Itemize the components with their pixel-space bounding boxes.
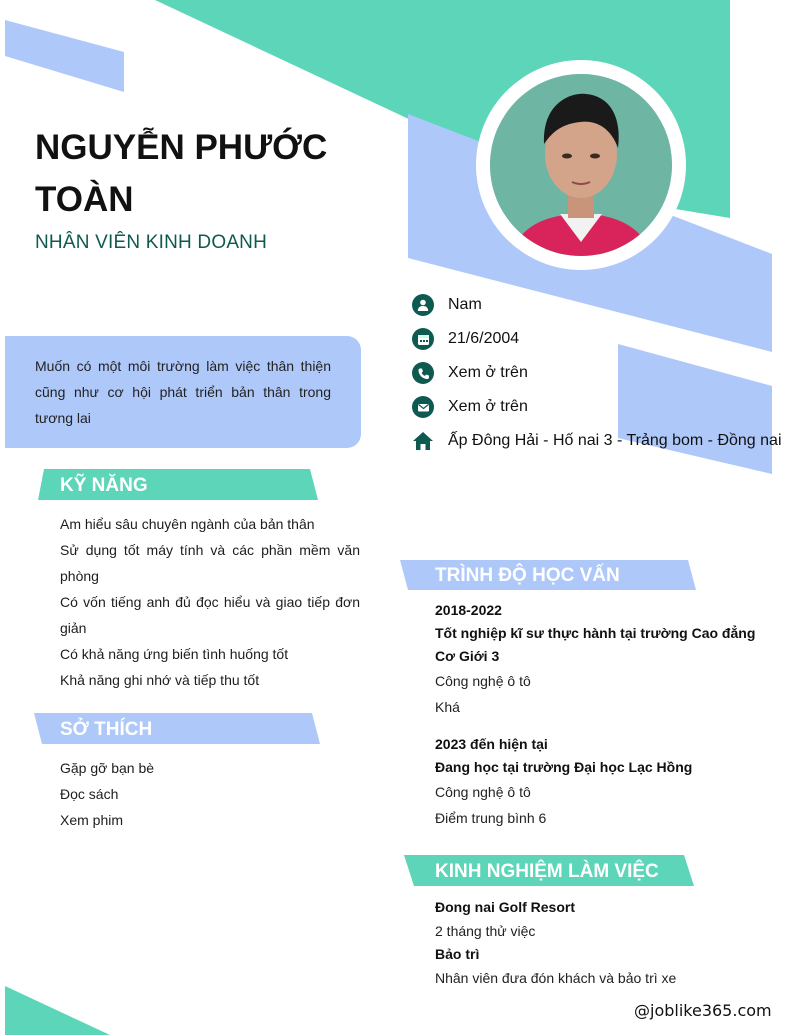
hobbies-list bbox=[60, 755, 360, 833]
education-school: Tốt nghiệp kĩ sư thực hành tại trường Cao đẳng Cơ Giới 3 bbox=[435, 625, 756, 664]
contact-info bbox=[412, 288, 797, 458]
contact-phone bbox=[412, 356, 797, 390]
gender-text: Nam bbox=[448, 296, 482, 313]
education-list bbox=[435, 599, 765, 831]
skill-item: Có vốn tiếng anh đủ đọc hiểu và giao tiếp đơn giản bbox=[60, 594, 360, 636]
education-grade: Khá bbox=[435, 699, 460, 715]
phone-icon bbox=[412, 362, 434, 384]
education-grade: Điểm trung bình 6 bbox=[435, 810, 547, 826]
contact-email bbox=[412, 390, 797, 424]
contact-gender bbox=[412, 288, 797, 322]
education-period: 2023 đến hiện tại bbox=[435, 736, 548, 752]
skill-item: Khả năng ghi nhớ và tiếp thu tốt bbox=[60, 672, 260, 688]
education-major: Công nghệ ô tô bbox=[435, 784, 531, 800]
hobby-item: Đọc sách bbox=[60, 786, 119, 802]
avatar-photo-icon bbox=[490, 74, 672, 256]
avatar bbox=[490, 74, 672, 256]
candidate-name-line1: NGUYỄN PHƯỚC bbox=[35, 128, 328, 167]
experience-position: Bảo trì bbox=[435, 946, 480, 962]
education-entry bbox=[435, 733, 765, 831]
candidate-name-line2: TOÀN bbox=[35, 180, 134, 219]
skills-section-title: KỸ NĂNG bbox=[60, 475, 148, 496]
email-icon bbox=[412, 396, 434, 418]
phone-text: Xem ở trên bbox=[448, 364, 528, 381]
birthday-text: 21/6/2004 bbox=[448, 330, 520, 347]
career-objective: Muốn có một môi trường làm việc thân thiện cũng như cơ hội phát triển bản thân trong tương lai bbox=[5, 336, 361, 448]
hobby-item: Gặp gỡ bạn bè bbox=[60, 760, 155, 776]
job-title: NHÂN VIÊN KINH DOANH bbox=[35, 232, 268, 253]
watermark: @joblike365.com bbox=[634, 1001, 772, 1020]
education-school: Đang học tại trường Đại học Lạc Hồng bbox=[435, 759, 693, 775]
teal-bottom-left-corner bbox=[5, 986, 110, 1035]
candidate-name bbox=[35, 122, 375, 226]
skills-list bbox=[60, 511, 360, 693]
skill-item: Am hiểu sâu chuyên ngành của bản thân bbox=[60, 516, 315, 532]
experience-company: Đong nai Golf Resort bbox=[435, 899, 575, 915]
skill-item: Sử dụng tốt máy tính và các phần mềm văn phòng bbox=[60, 542, 360, 584]
hobby-item: Xem phim bbox=[60, 812, 124, 828]
home-icon bbox=[412, 430, 434, 452]
education-entry bbox=[435, 599, 765, 720]
contact-birthday bbox=[412, 322, 797, 356]
experience-duration: 2 tháng thử việc bbox=[435, 922, 536, 939]
email-text: Xem ở trên bbox=[448, 398, 528, 415]
experience-entry bbox=[435, 896, 765, 990]
hobbies-section-title: SỞ THÍCH bbox=[60, 719, 153, 740]
calendar-icon bbox=[412, 328, 434, 350]
education-period: 2018-2022 bbox=[435, 602, 502, 618]
person-icon bbox=[412, 294, 434, 316]
education-section-title: TRÌNH ĐỘ HỌC VẤN bbox=[435, 565, 620, 586]
skill-item: Có khả năng ứng biến tình huống tốt bbox=[60, 646, 289, 662]
blue-top-left-band bbox=[5, 20, 124, 92]
experience-description: Nhân viên đưa đón khách và bảo trì xe bbox=[435, 969, 677, 986]
address-text: Ấp Đông Hải - Hố nai 3 - Trảng bom - Đồng nai bbox=[448, 432, 782, 449]
contact-address bbox=[412, 424, 797, 458]
experience-section-title: KINH NGHIỆM LÀM VIỆC bbox=[435, 861, 659, 882]
education-major: Công nghệ ô tô bbox=[435, 673, 531, 689]
